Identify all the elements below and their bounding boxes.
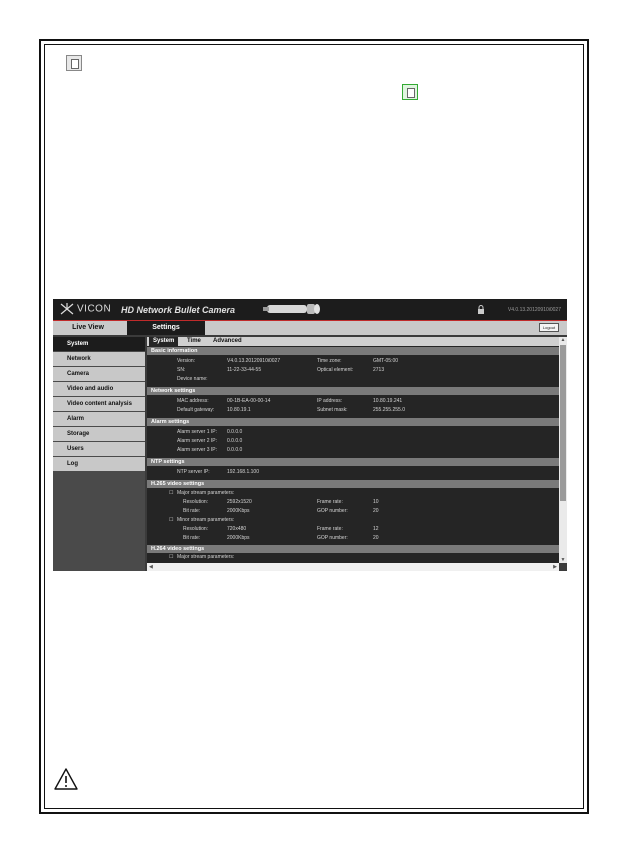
info-row: Resolution: 720x480 Frame rate: 12 bbox=[183, 526, 379, 532]
settings-sidebar bbox=[53, 337, 145, 571]
info-row: Version: V4.0.13.20120910i0027 Time zone: GMT-05:00 bbox=[177, 358, 399, 364]
scroll-down-icon[interactable]: ▼ bbox=[560, 557, 566, 563]
section-network-settings: Network settings bbox=[147, 387, 559, 395]
tab-settings[interactable]: Settings bbox=[127, 321, 205, 335]
info-row: ☐ Major stream parameters: bbox=[169, 490, 235, 496]
info-row: ☐ Minor stream parameters: bbox=[169, 517, 235, 523]
info-row: SN: 11-22-33-44-55 Optical element: 2713 bbox=[177, 367, 385, 373]
info-row: Bit rate: 2000Kbps GOP number: 20 bbox=[183, 508, 379, 514]
info-row: Alarm server 2 IP: 0.0.0.0 bbox=[177, 438, 243, 444]
sidebar-item-alarm[interactable]: Alarm bbox=[53, 412, 145, 426]
sidebar-item-storage[interactable]: Storage bbox=[53, 427, 145, 441]
sidebar-item-users[interactable]: Users bbox=[53, 442, 145, 456]
sub-tab-bar bbox=[147, 337, 559, 346]
info-row: Device name: bbox=[177, 376, 208, 382]
warning-triangle-icon bbox=[54, 768, 78, 790]
tab-live-view[interactable]: Live View bbox=[53, 321, 123, 335]
sidebar-item-camera[interactable]: Camera bbox=[53, 367, 145, 381]
collapse-toggle[interactable]: ☐ bbox=[169, 490, 174, 496]
sidebar-item-video-content-analysis[interactable]: Video content analysis bbox=[53, 397, 145, 411]
product-title: HD Network Bullet Camera bbox=[121, 305, 236, 315]
info-row: Resolution: 2592x1520 Frame rate: 10 bbox=[183, 499, 379, 505]
lock-icon bbox=[477, 305, 485, 314]
collapse-toggle[interactable]: ☐ bbox=[169, 517, 174, 523]
logout-button[interactable]: Logout bbox=[539, 323, 559, 332]
broken-image-icon bbox=[66, 55, 82, 71]
info-row: Alarm server 1 IP: 0.0.0.0 bbox=[177, 429, 243, 435]
section-ntp-settings: NTP settings bbox=[147, 458, 559, 466]
scroll-up-icon[interactable]: ▲ bbox=[560, 337, 566, 343]
horizontal-scrollbar[interactable] bbox=[147, 563, 559, 571]
subtab-advanced[interactable]: Advanced bbox=[213, 338, 242, 344]
bullet-camera-image bbox=[263, 302, 321, 316]
info-row: MAC address: 00-1B-EA-00-00-14 IP address: 10.80.19.241 bbox=[177, 398, 403, 404]
section-h264-video-settings: H.264 video settings bbox=[147, 545, 559, 553]
collapse-toggle[interactable]: ☐ bbox=[169, 554, 174, 560]
scroll-left-icon[interactable]: ◀ bbox=[149, 564, 153, 570]
broken-image-icon bbox=[402, 84, 418, 100]
section-basic-information: Basic information bbox=[147, 347, 559, 355]
vertical-scrollbar[interactable] bbox=[559, 337, 567, 563]
top-bar bbox=[53, 299, 567, 321]
info-row: ☐ Major stream parameters: bbox=[169, 554, 235, 560]
subtab-system[interactable]: System bbox=[149, 337, 178, 346]
sidebar-item-video-and-audio[interactable]: Video and audio bbox=[53, 382, 145, 396]
scroll-right-icon[interactable]: ▶ bbox=[553, 564, 557, 570]
sidebar-item-network[interactable]: Network bbox=[53, 352, 145, 366]
logo-text: VICON bbox=[77, 303, 112, 315]
section-alarm-settings: Alarm settings bbox=[147, 418, 559, 426]
logo bbox=[59, 303, 111, 315]
info-row: Default gateway: 10.80.19.1 Subnet mask: 255.255.255.0 bbox=[177, 407, 405, 413]
section-h265-video-settings: H.265 video settings bbox=[147, 480, 559, 488]
firmware-version: V4.0.13.20120910i0027 bbox=[507, 307, 561, 313]
info-row: Bit rate: 2000Kbps GOP number: 20 bbox=[183, 535, 379, 541]
vicon-logo-icon bbox=[59, 303, 75, 315]
sidebar-item-log[interactable]: Log bbox=[53, 457, 145, 471]
main-tab-bar bbox=[53, 321, 567, 335]
settings-content bbox=[147, 337, 559, 563]
scrollbar-thumb[interactable] bbox=[560, 345, 566, 501]
info-row: NTP server IP: 192.168.1.100 bbox=[177, 469, 259, 475]
sidebar-item-system[interactable]: System bbox=[53, 337, 145, 351]
info-row: Alarm server 3 IP: 0.0.0.0 bbox=[177, 447, 243, 453]
subtab-time[interactable]: Time bbox=[187, 338, 201, 344]
camera-settings-screenshot bbox=[53, 299, 567, 571]
